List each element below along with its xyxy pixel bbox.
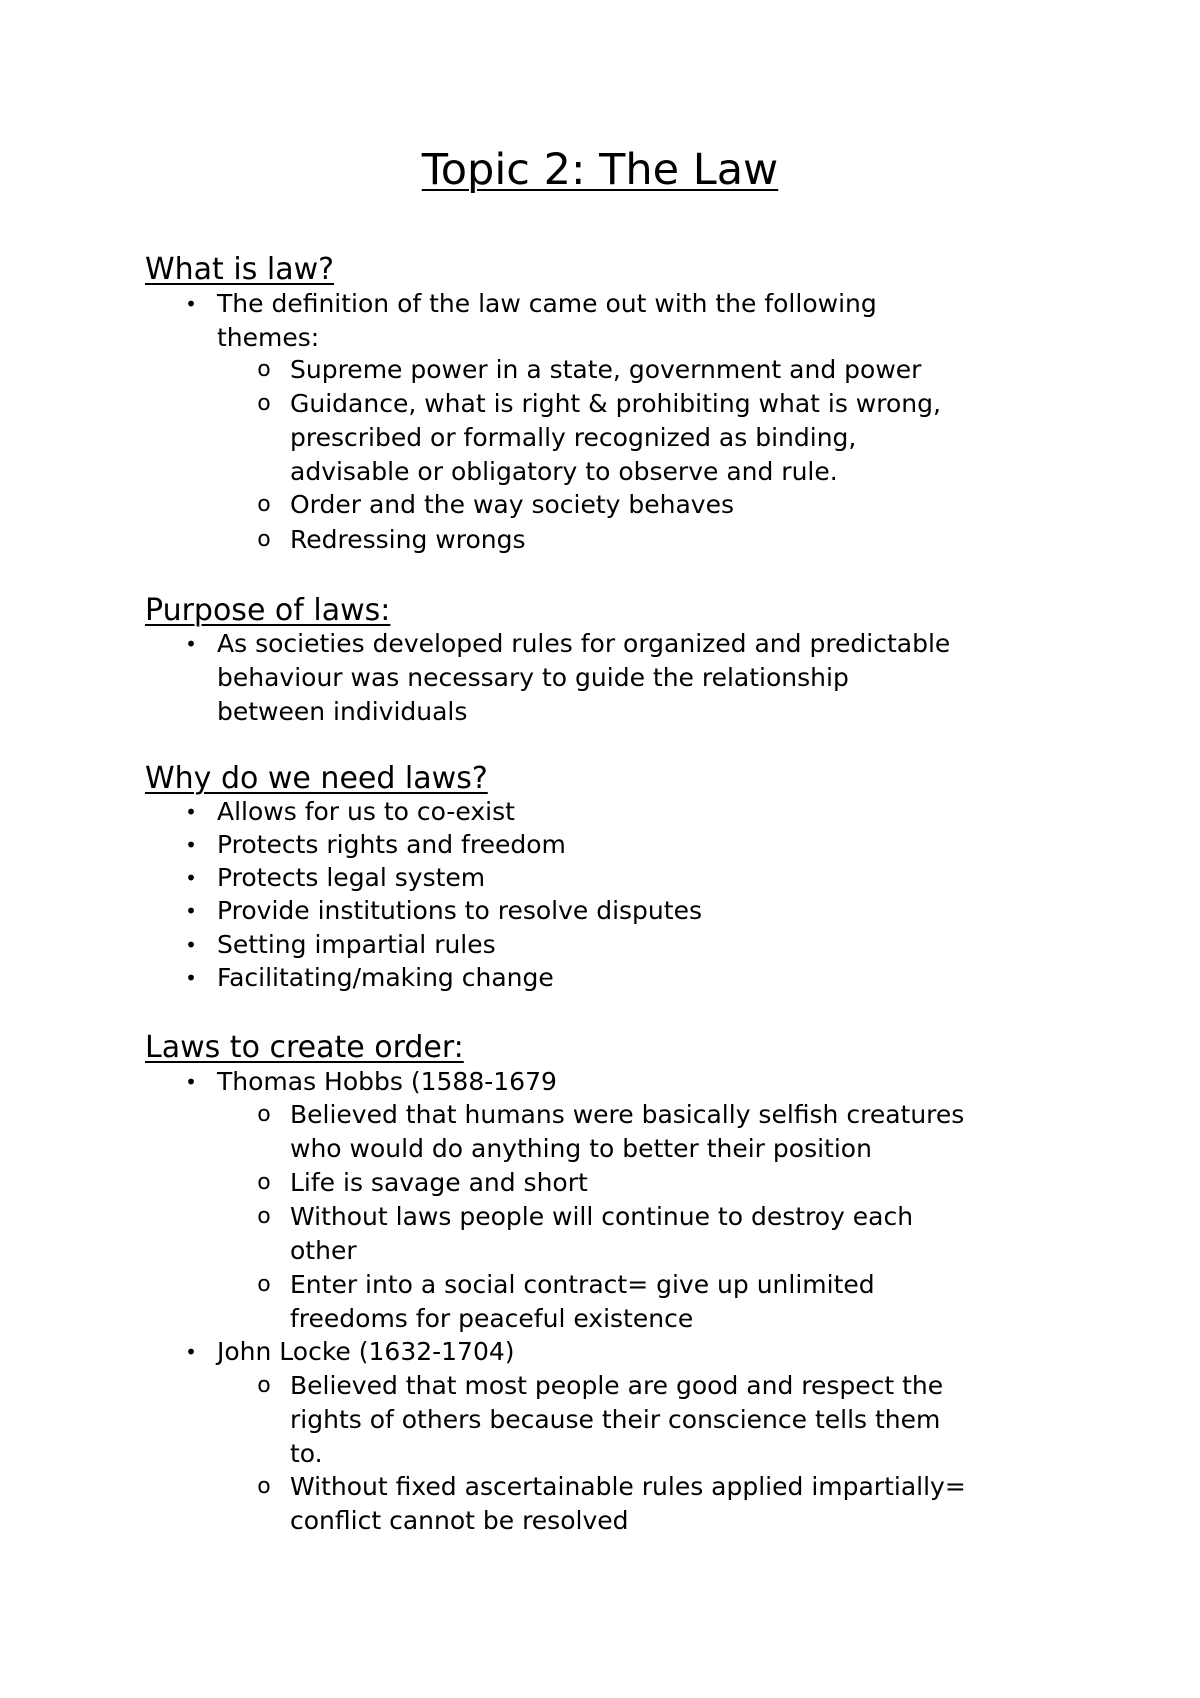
sub-bullet-icon: o [257,1272,271,1297]
sub-bullet-item [257,1470,966,1538]
item-text-line: Supreme power in a state, government and power [290,355,922,384]
item-text-line: Life is savage and short [290,1168,588,1197]
section-heading: What is law? [145,252,335,287]
sub-bullet-icon: o [257,1474,271,1499]
sub-bullet-item [257,353,922,387]
sub-bullet-item [257,523,526,557]
sub-bullet-icon: o [257,1102,271,1127]
item-text-line: Believed that most people are good and respect the [290,1371,944,1400]
sub-bullet-item [257,1166,588,1200]
bullet-item [185,928,496,962]
item-text-line: Setting impartial rules [217,930,496,959]
item-text-line: rights of others because their conscience tells them [290,1405,941,1434]
item-text-line: prescribed or formally recognized as binding, [290,423,857,452]
sub-bullet-item [257,1268,875,1336]
section-heading: Why do we need laws? [145,761,488,796]
bullet-icon: • [185,292,197,316]
sub-bullet-icon: o [257,492,271,517]
sub-bullet-icon: o [257,1170,271,1195]
bullet-item [185,961,554,995]
bullet-icon: • [185,866,197,890]
item-text-line: Believed that humans were basically selfish creatures [290,1100,965,1129]
item-text-line: to. [290,1439,323,1468]
item-text-line: Guidance, what is right & prohibiting what is wrong, [290,389,941,418]
item-text-line: advisable or obligatory to observe and rule. [290,457,838,486]
item-text-line: Protects rights and freedom [217,830,566,859]
bullet-item [185,828,566,862]
bullet-icon: • [185,1340,197,1364]
sub-bullet-icon: o [257,357,271,382]
item-text-line: conflict cannot be resolved [290,1506,629,1535]
bullet-icon: • [185,800,197,824]
item-text-line: Provide institutions to resolve disputes [217,896,702,925]
bullet-icon: • [185,833,197,857]
bullet-item [185,1065,557,1099]
item-text-line: Order and the way society behaves [290,490,735,519]
section-heading: Laws to create order: [145,1030,464,1065]
item-text-line: The definition of the law came out with the following [217,289,877,318]
item-text-line: behaviour was necessary to guide the relationship [217,663,849,692]
sub-bullet-item [257,488,735,522]
bullet-icon: • [185,966,197,990]
item-text-line: other [290,1236,357,1265]
item-text-line: John Locke (1632-1704) [217,1337,515,1366]
bullet-item [185,627,951,729]
sub-bullet-item [257,1369,944,1471]
item-text-line: who would do anything to better their position [290,1134,872,1163]
bullet-item [185,287,877,355]
bullet-item [185,1335,515,1369]
item-text-line: Allows for us to co-exist [217,797,515,826]
section-heading: Purpose of laws: [145,593,391,628]
item-text-line: Thomas Hobbs (1588-1679 [217,1067,557,1096]
item-text-line: Facilitating/making change [217,963,554,992]
item-text-line: As societies developed rules for organized and predictable [217,629,951,658]
item-text-line: Without laws people will continue to destroy each [290,1202,914,1231]
item-text-line: Protects legal system [217,863,486,892]
bullet-item [185,894,702,928]
bullet-item [185,861,486,895]
item-text-line: Enter into a social contract= give up unlimited [290,1270,875,1299]
sub-bullet-item [257,1098,965,1166]
sub-bullet-item [257,1200,914,1268]
page-title: Topic 2: The Law [421,145,779,195]
bullet-icon: • [185,899,197,923]
bullet-item [185,795,515,829]
item-text-line: between individuals [217,697,468,726]
sub-bullet-icon: o [257,1373,271,1398]
sub-bullet-icon: o [257,391,271,416]
bullet-icon: • [185,1070,197,1094]
bullet-icon: • [185,632,197,656]
item-text-line: themes: [217,323,320,352]
sub-bullet-icon: o [257,527,271,552]
sub-bullet-item [257,387,941,489]
item-text-line: freedoms for peaceful existence [290,1304,694,1333]
item-text-line: Redressing wrongs [290,525,526,554]
bullet-icon: • [185,933,197,957]
sub-bullet-icon: o [257,1204,271,1229]
item-text-line: Without fixed ascertainable rules applied impartially= [290,1472,966,1501]
